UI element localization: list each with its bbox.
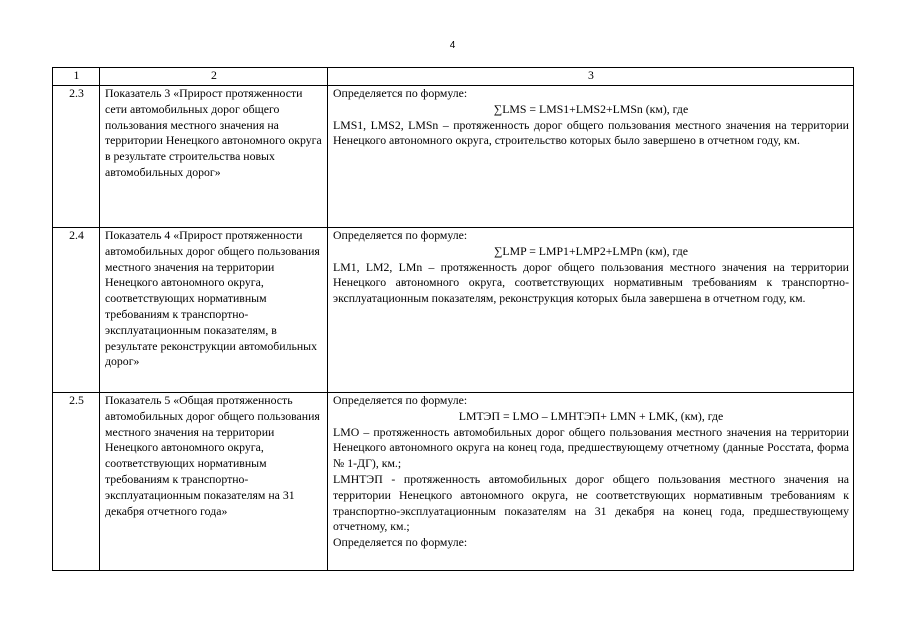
indicator-description: [328, 393, 854, 571]
row-number: 2.5: [53, 393, 100, 571]
formula-intro: Определяется по формуле:: [333, 86, 468, 100]
table-header-row: [53, 68, 854, 86]
formula-intro: Определяется по формуле:: [333, 228, 468, 242]
formula-intro: Определяется по формуле:: [333, 535, 468, 550]
formula: ∑LMP = LMP1+LMP2+LMPn (км), где: [494, 243, 688, 258]
formula-definition: LM1, LM2, LMn – протяженность дорог общего пользования местного значения на территории Ненецкого автономного округа, соответствующих нормативным требованиям к транспортно-эксплуатационным показателям, реконструкция которых была завершена в отчетном году, км.: [333, 259, 849, 306]
indicator-name: Показатель 4 «Прирост протяженности автомобильных дорог общего пользования местного значения на территории Ненецкого автономного округа, соответствующих нормативным требованиям к транспортно-эксплуатационным показателям, в результате реконструкции автомобильных дорог»: [100, 228, 328, 393]
table-row: [53, 228, 854, 393]
formula: LMТЭП = LMO – LMНТЭП+ LMN + LMK, (км), где: [458, 408, 724, 423]
formula-definition: LMНТЭП - протяженность автомобильных дорог общего пользования местного значения на территории Ненецкого автономного округа, не соответствующих нормативным требованиям к транспортно-эксплуатационным показателям на 31 декабря на конец года, предшествующему отчетному, км.;: [333, 471, 849, 534]
table-row: [53, 393, 854, 571]
header-col-3: 3: [328, 68, 854, 86]
row-number: 2.4: [53, 228, 100, 393]
formula: ∑LMS = LMS1+LMS2+LMSn (км), где: [493, 101, 689, 116]
indicator-name: Показатель 3 «Прирост протяженности сети автомобильных дорог общего пользования местного значения на территории Ненецкого автономного округа в результате строительства новых автомобильных дорог»: [100, 86, 328, 228]
row-number: 2.3: [53, 86, 100, 228]
indicator-description: [328, 86, 854, 228]
formula-definition: LMS1, LMS2, LMSn – протяженность дорог общего пользования местного значения на территории Ненецкого автономного округа, строительство которых было завершено в отчетном году, км.: [333, 117, 849, 148]
header-col-1: 1: [53, 68, 100, 86]
header-col-2: 2: [100, 68, 328, 86]
formula-definition: LMO – протяженность автомобильных дорог общего пользования местного значения на территории Ненецкого автономного округа на конец года, предшествующему отчетному (данные Росстата, форма № 1-ДГ), км.;: [333, 424, 849, 471]
table-row: [53, 86, 854, 228]
page-number: 4: [449, 40, 456, 51]
indicators-table: [52, 67, 854, 571]
indicator-name: Показатель 5 «Общая протяженность автомобильных дорог общего пользования местного значения на территории Ненецкого автономного округа, соответствующих нормативным требованиям к транспортно-эксплуатационным показателям на 31 декабря отчетного года»: [100, 393, 328, 571]
indicator-description: [328, 228, 854, 393]
formula-intro: Определяется по формуле:: [333, 393, 468, 407]
